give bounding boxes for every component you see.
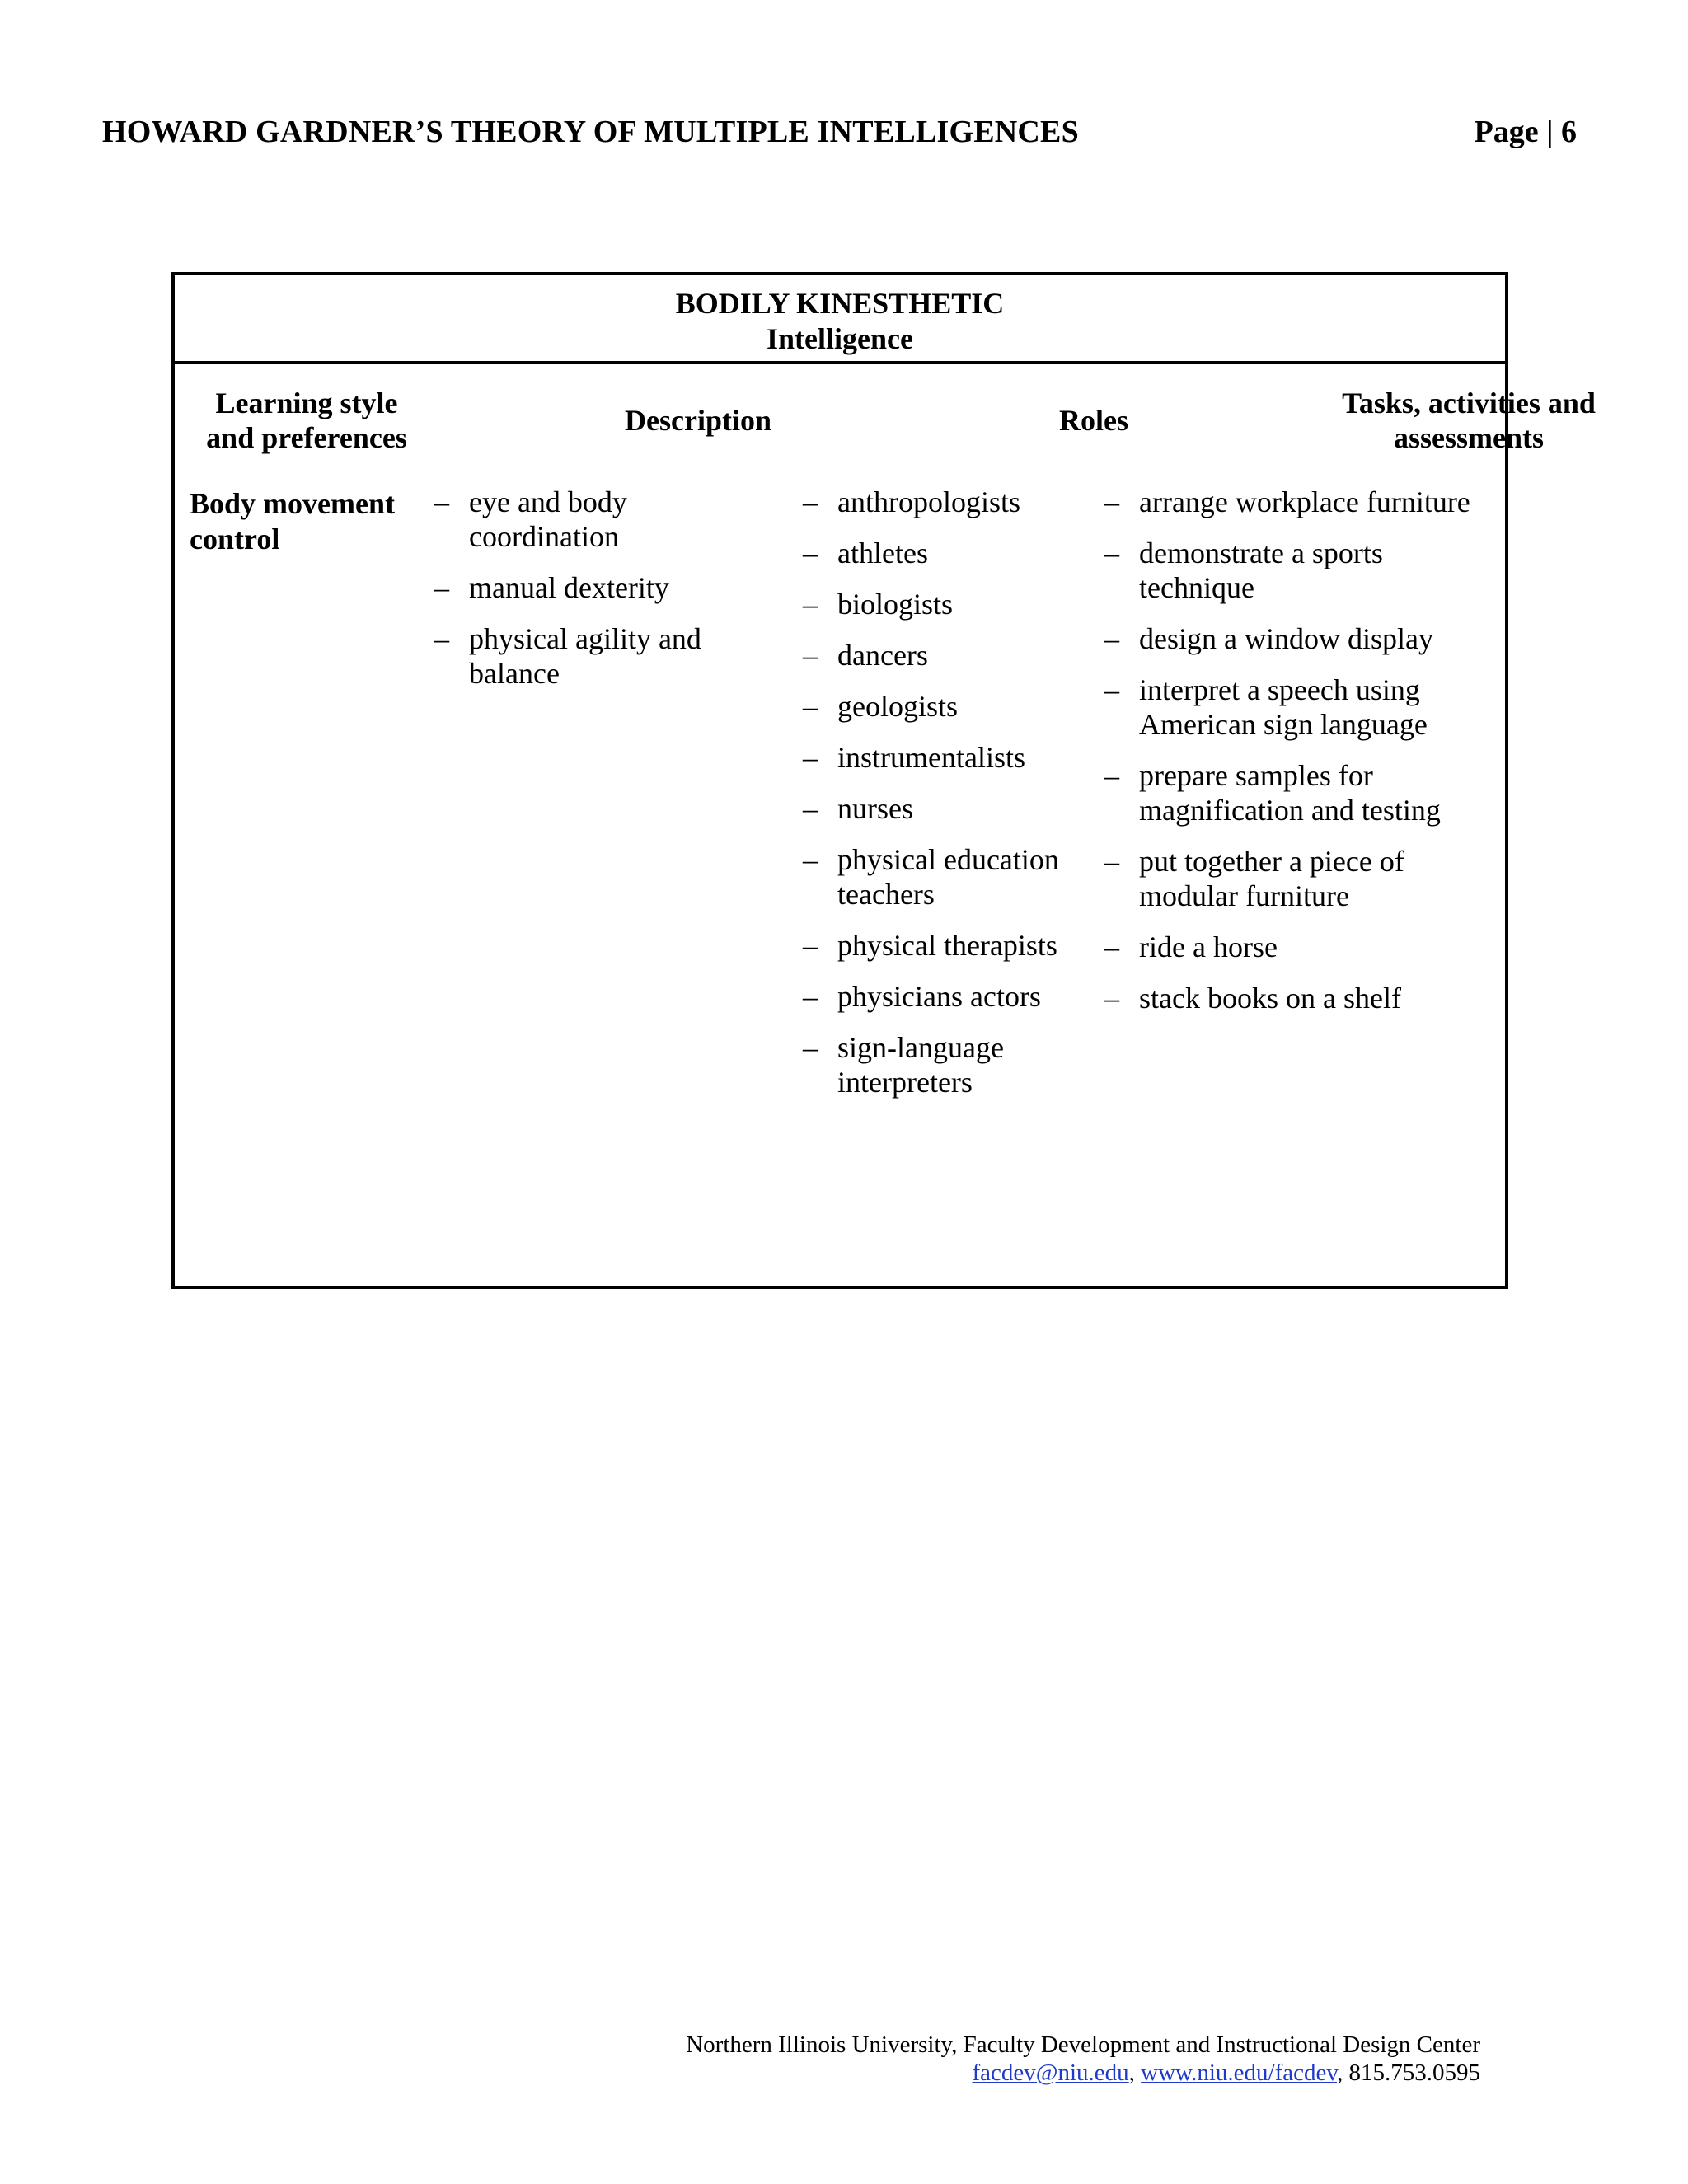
dash-bullet: – <box>1104 537 1119 569</box>
table-title-sub: Intelligence <box>767 322 913 355</box>
footer-institution: Northern Illinois University, Faculty Development and Instructional Design Center <box>686 2032 1480 2058</box>
role-item-text: athletes <box>837 537 928 569</box>
description-item-text: physical agility and balance <box>469 622 701 690</box>
role-item-text: physicians actors <box>837 980 1041 1013</box>
dash-bullet: – <box>1104 622 1119 655</box>
role-item <box>803 1030 1075 1099</box>
description-item <box>434 485 764 554</box>
column-header-learning-style-line1: Learning style <box>215 387 398 419</box>
dash-bullet: – <box>1104 673 1119 706</box>
role-item <box>803 638 1075 673</box>
role-item-text: sign-language interpreters <box>837 1031 1004 1099</box>
task-item <box>1104 621 1500 656</box>
dash-bullet: – <box>434 571 449 604</box>
dash-bullet: – <box>803 929 818 962</box>
column-header-tasks-line1: Tasks, activities and <box>1342 387 1596 419</box>
footer-contact <box>686 2059 1480 2087</box>
dash-bullet: – <box>803 537 818 569</box>
dash-bullet: – <box>1104 982 1119 1015</box>
footer-separator: , <box>1128 2060 1142 2086</box>
role-item <box>803 979 1075 1014</box>
tasks-list <box>1104 485 1500 1032</box>
column-header-description: Description <box>625 404 771 437</box>
task-item <box>1104 930 1500 964</box>
page-number: Page | 6 <box>1474 115 1577 149</box>
role-item <box>803 536 1075 570</box>
task-item <box>1104 673 1500 742</box>
description-item-text: eye and body coordination <box>469 485 627 553</box>
task-item-text: put together a piece of modular furniture <box>1139 845 1404 912</box>
role-item-text: geologists <box>837 690 959 723</box>
dash-bullet: – <box>1104 930 1119 963</box>
role-item <box>803 842 1075 912</box>
role-item-text: nurses <box>837 792 913 825</box>
dash-bullet: – <box>803 639 818 672</box>
task-item-text: interpret a speech using American sign language <box>1139 673 1428 741</box>
dash-bullet: – <box>803 741 818 774</box>
task-item <box>1104 844 1500 913</box>
role-item <box>803 587 1075 621</box>
intelligence-table <box>171 272 1596 1289</box>
dash-bullet: – <box>803 588 818 621</box>
column-header-tasks <box>1263 386 1675 455</box>
dash-bullet: – <box>803 1031 818 1064</box>
task-item-text: design a window display <box>1139 622 1433 655</box>
dash-bullet: – <box>803 843 818 876</box>
dash-bullet: – <box>1104 485 1119 518</box>
footer-phone: , 815.753.0595 <box>1337 2060 1480 2086</box>
task-item-text: ride a horse <box>1139 930 1278 963</box>
learning-style-value <box>190 486 395 557</box>
task-item-text: demonstrate a sports technique <box>1139 537 1383 604</box>
document-title: HOWARD GARDNER’S THEORY OF MULTIPLE INTELLIGENCES <box>102 115 1079 149</box>
role-item-text: dancers <box>837 639 928 672</box>
description-item <box>434 570 764 605</box>
dash-bullet: – <box>434 485 449 518</box>
dash-bullet: – <box>803 690 818 723</box>
dash-bullet: – <box>434 622 449 655</box>
task-item <box>1104 758 1500 827</box>
task-item <box>1104 536 1500 605</box>
dash-bullet: – <box>803 980 818 1013</box>
role-item-text: physical therapists <box>837 929 1057 962</box>
table-title-main: BODILY KINESTHETIC <box>675 287 1005 320</box>
role-item-text: biologists <box>837 588 954 621</box>
role-item <box>803 689 1075 724</box>
task-item <box>1104 485 1500 519</box>
description-item <box>434 621 764 691</box>
footer <box>686 2031 1480 2087</box>
learning-style-value-line1: Body movement <box>190 487 395 520</box>
role-item-text: physical education teachers <box>837 843 1059 911</box>
column-header-roles: Roles <box>1059 404 1128 437</box>
role-item <box>803 791 1075 826</box>
dash-bullet: – <box>803 485 818 518</box>
footer-email-link[interactable]: facdev@niu.edu <box>972 2060 1129 2086</box>
description-item-text: manual dexterity <box>469 571 669 604</box>
footer-website-link[interactable]: www.niu.edu/facdev <box>1141 2060 1337 2086</box>
column-header-tasks-line2: assessments <box>1393 421 1544 454</box>
dash-bullet: – <box>803 792 818 825</box>
roles-list <box>803 485 1075 1116</box>
dash-bullet: – <box>1104 845 1119 878</box>
dash-bullet: – <box>1104 759 1119 792</box>
task-item-text: stack books on a shelf <box>1139 982 1401 1015</box>
role-item <box>803 928 1075 963</box>
description-list <box>434 485 764 707</box>
task-item-text: prepare samples for magnification and testing <box>1139 759 1441 827</box>
column-header-learning-style-line2: and preferences <box>206 421 407 454</box>
role-item-text: anthropologists <box>837 485 1020 518</box>
role-item <box>803 485 1075 519</box>
task-item-text: arrange workplace furniture <box>1139 485 1470 518</box>
column-header-learning-style <box>183 386 430 455</box>
learning-style-value-line2: control <box>190 523 280 555</box>
task-item <box>1104 981 1500 1015</box>
role-item-text: instrumentalists <box>837 741 1025 774</box>
table-title <box>175 275 1505 364</box>
role-item <box>803 740 1075 775</box>
